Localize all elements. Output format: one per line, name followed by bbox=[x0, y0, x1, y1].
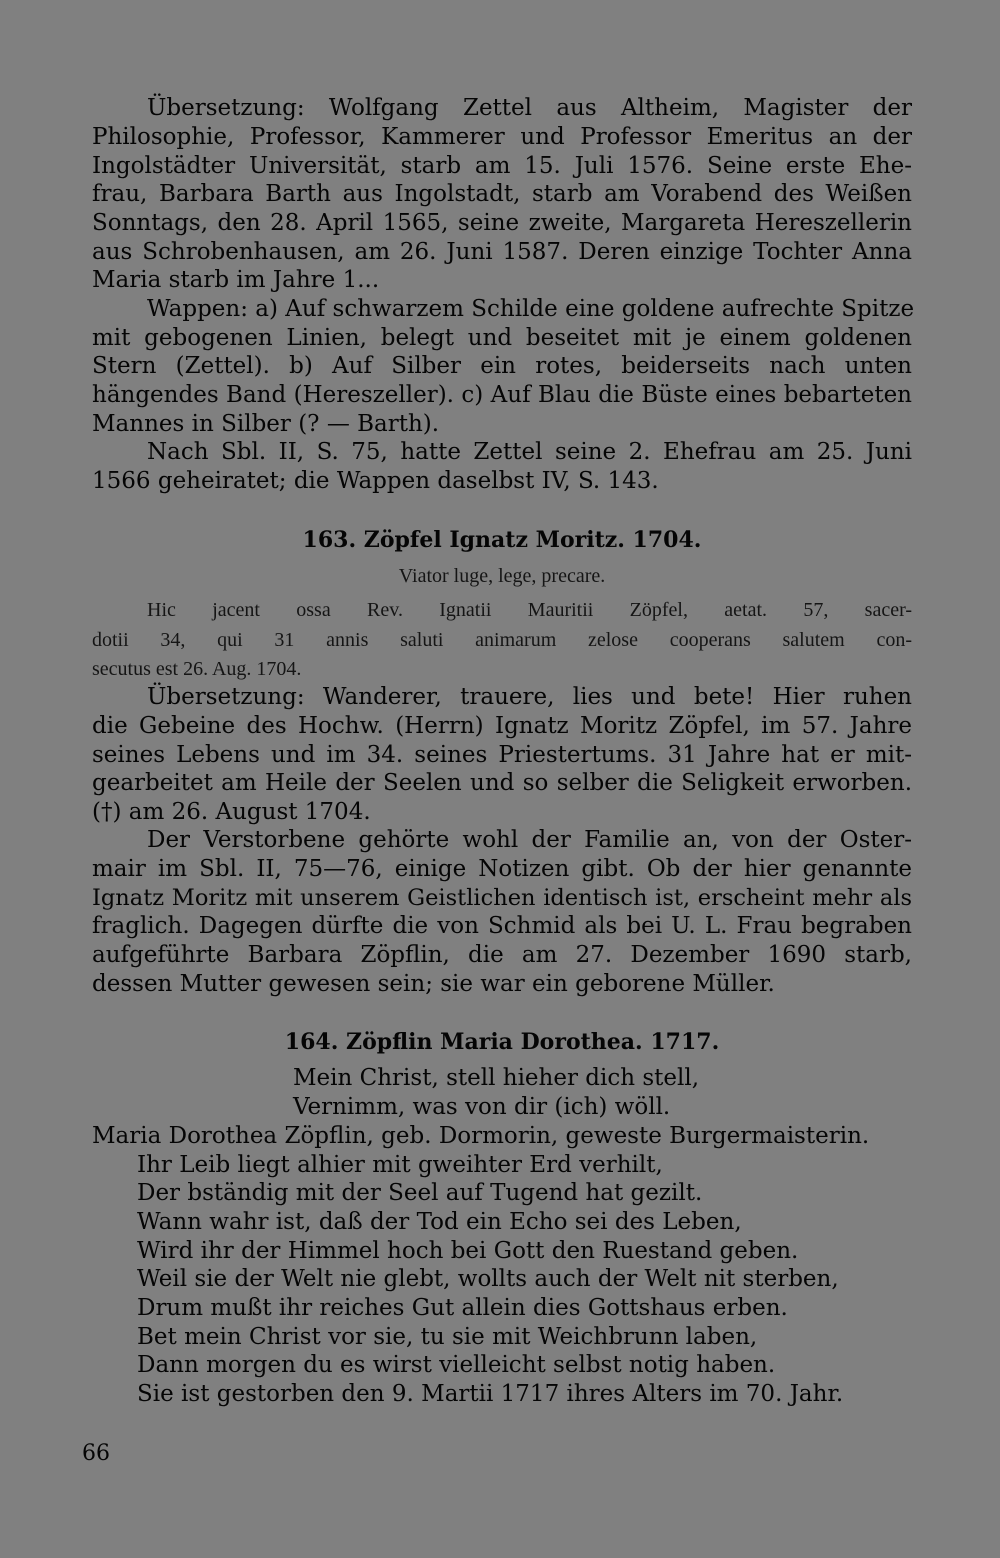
text-line: Übersetzung: Wanderer, trauere, lies und bete! Hier ruhen bbox=[147, 684, 912, 710]
text-line: aufgeführte Barbara Zöpflin, die am 27. Dezember 1690 starb, bbox=[92, 942, 912, 968]
text-line: Sonntags, den 28. April 1565, seine zweite, Margareta Hereszellerin bbox=[92, 210, 912, 236]
text-line: die Gebeine des Hochw. (Herrn) Ignatz Moritz Zöpfel, im 57. Jahre bbox=[92, 713, 912, 739]
text-line: 1566 geheiratet; die Wappen daselbst IV, S. 143. bbox=[92, 468, 659, 494]
verse-line: Der bständig mit der Seel auf Tugend hat gezilt. bbox=[137, 1180, 703, 1206]
text-line: mit gebogenen Linien, belegt und beseitet mit je einem goldenen bbox=[92, 325, 912, 351]
verse-line: Dann morgen du es wirst vielleicht selbst notig haben. bbox=[137, 1352, 776, 1378]
verse-line: Weil sie der Welt nie glebt, wollts auch der Welt nit sterben, bbox=[137, 1266, 839, 1292]
text-line: gearbeitet am Heile der Seelen und so selber die Seligkeit erworben. bbox=[92, 770, 912, 796]
text-line: dessen Mutter gewesen sein; sie war ein geborene Müller. bbox=[92, 971, 775, 997]
entry-heading: 164. Zöpflin Maria Dorothea. 1717. bbox=[284, 1029, 720, 1055]
text-line: mair im Sbl. II, 75—76, einige Notizen gibt. Ob der hier genannte bbox=[92, 856, 912, 882]
text-line: Wappen: a) Auf schwarzem Schilde eine goldene aufrechte Spitze bbox=[147, 296, 915, 322]
latin-inscription-line: secutus est 26. Aug. 1704. bbox=[92, 658, 302, 680]
verse-line: Mein Christ, stell hieher dich stell, bbox=[293, 1065, 700, 1091]
verse-line: Vernimm, was von dir (ich) wöll. bbox=[293, 1094, 671, 1120]
text-line: Ingolstädter Universität, starb am 15. Juli 1576. Seine erste Ehe- bbox=[92, 153, 912, 179]
text-line: (†) am 26. August 1704. bbox=[92, 799, 371, 825]
verse-line: Wird ihr der Himmel hoch bei Gott den Ruestand geben. bbox=[137, 1238, 799, 1264]
text-line: Stern (Zettel). b) Auf Silber ein rotes, beiderseits nach unten bbox=[92, 353, 912, 379]
text-line: Ignatz Moritz mit unserem Geistlichen identisch ist, erscheint mehr als bbox=[92, 885, 912, 911]
text-line: hängendes Band (Hereszeller). c) Auf Blau die Büste eines bebarteten bbox=[92, 382, 912, 408]
verse-line: Drum mußt ihr reiches Gut allein dies Gottshaus erben. bbox=[137, 1295, 788, 1321]
verse-line: Wann wahr ist, daß der Tod ein Echo sei des Leben, bbox=[137, 1209, 742, 1235]
text-line: Nach Sbl. II, S. 75, hatte Zettel seine 2. Ehefrau am 25. Juni bbox=[147, 439, 912, 465]
motto: Viator luge, lege, precare. bbox=[398, 565, 606, 587]
text-line: Der Verstorbene gehörte wohl der Familie an, von der Oster- bbox=[147, 827, 912, 853]
text-line: frau, Barbara Barth aus Ingolstadt, starb am Vorabend des Weißen bbox=[92, 181, 912, 207]
text-line: Philosophie, Professor, Kammerer und Professor Emeritus an der bbox=[92, 124, 912, 150]
verse-line: Ihr Leib liegt alhier mit gweihter Erd verhilt, bbox=[137, 1152, 663, 1178]
text-line: seines Lebens und im 34. seines Priestertums. 31 Jahre hat er mit- bbox=[92, 742, 912, 768]
page-number: 66 bbox=[82, 1441, 110, 1466]
latin-inscription-line: Hic jacent ossa Rev. Ignatii Mauritii Zöpfel, aetat. 57, sacer- bbox=[147, 599, 912, 621]
text-line: fraglich. Dagegen dürfte die von Schmid als bei U. L. Frau begraben bbox=[92, 913, 912, 939]
verse-line: Sie ist gestorben den 9. Martii 1717 ihres Alters im 70. Jahr. bbox=[137, 1381, 844, 1407]
text-line: Maria starb im Jahre 1... bbox=[92, 267, 380, 293]
text-line: aus Schrobenhausen, am 26. Juni 1587. Deren einzige Tochter Anna bbox=[92, 239, 912, 265]
inscription-name-line: Maria Dorothea Zöpflin, geb. Dormorin, geweste Burgermaisterin. bbox=[92, 1123, 870, 1149]
entry-heading: 163. Zöpfel Ignatz Moritz. 1704. bbox=[302, 527, 702, 553]
text-line: Übersetzung: Wolfgang Zettel aus Altheim, Magister der bbox=[147, 95, 912, 121]
latin-inscription-line: dotii 34, qui 31 annis saluti animarum zelose cooperans salutem con- bbox=[92, 629, 912, 651]
text-line: Mannes in Silber (? — Barth). bbox=[92, 411, 440, 437]
verse-line: Bet mein Christ vor sie, tu sie mit Weichbrunn laben, bbox=[137, 1324, 758, 1350]
